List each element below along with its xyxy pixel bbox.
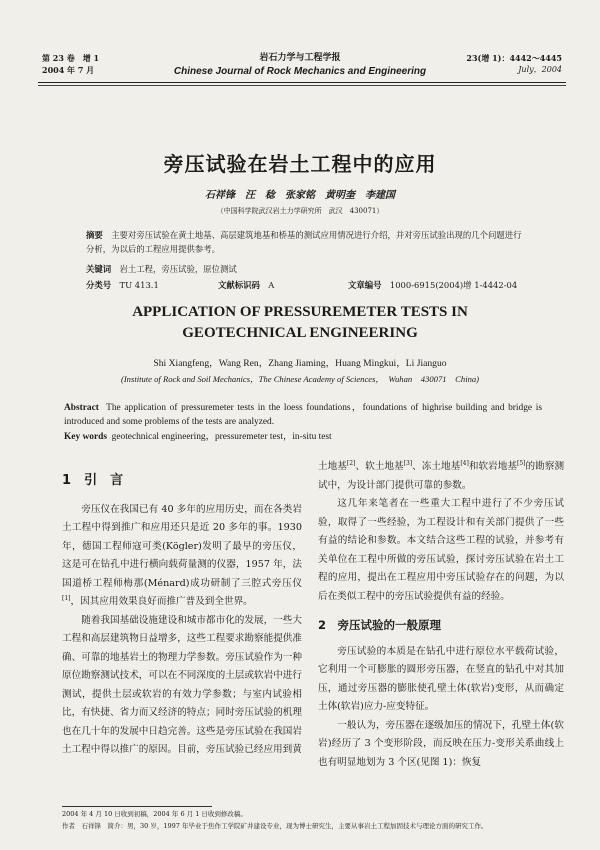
cont-text-2: 、软土地基 — [355, 461, 404, 472]
footnote-author: 作者 石祥锋 简介：男，30 岁，1997 年毕业于焦作工学院矿井建设专业，现为博士研究生，主要从事岩土工程加固技术与理论方面的研究工作。 — [62, 822, 488, 830]
article-no-label: 文章编号 — [348, 280, 382, 290]
ref-1: [1] — [62, 594, 71, 602]
affiliation-en: (Institute of Rock and Soil Mechanics，The Chinese Academy of Sciences， Wuhan 430071 China) — [120, 374, 480, 384]
journal-name-en: Chinese Journal of Rock Mechanics and Engineering — [173, 66, 427, 77]
abstract-en-label: Abstract — [64, 403, 99, 413]
keywords-cn-label: 关键词 — [86, 264, 112, 274]
cont-text-3: 、冻土地基 — [412, 461, 461, 472]
cont-text-4: 和软岩地基 — [468, 461, 518, 472]
journal-name-cn: 岩石力学与工程学报 — [259, 53, 341, 63]
abstract-cn-text: 主要对旁压试验在黄土地基、高层建筑地基和桥基的测试应用情况进行介绍，并对旁压试验出现的几个问题进行分析，为以后的工程应用提供参考。 — [86, 230, 522, 254]
article-no-value: 1000-6915(2004)增 1-4442-04 — [389, 280, 518, 290]
title-en-line1: APPLICATION OF PRESSUREMETER TESTS IN — [132, 304, 468, 320]
paper-title-cn: 旁压试验在岩土工程中的应用 — [163, 152, 437, 176]
section-1-number: 1 — [62, 473, 72, 488]
doc-code-value: A — [268, 280, 275, 290]
right-column — [318, 458, 564, 772]
page-range: 23(增 1)：4442～4445 — [466, 53, 562, 63]
publish-month: July，2004 — [518, 65, 562, 74]
cls-value: TU 413.1 — [119, 280, 159, 290]
cls-label: 分类号 — [86, 280, 112, 290]
abstract-cn-label: 摘要 — [86, 230, 103, 240]
title-en-line2: GEOTECHNICAL ENGINEERING — [182, 325, 418, 341]
abstract-cn — [86, 228, 526, 256]
left-column — [62, 468, 302, 760]
principle-paragraph-1: 旁压试验的本质是在钻孔中进行原位水平载荷试验，它利用一个可膨胀的圆形旁压器，在竖直的钻孔中对其加压，通过旁压器的膨胀使孔壁土体(软岩)变形，从而确定土体(软岩)应力-应变特征。 — [318, 645, 564, 712]
ref-3: [3] — [403, 459, 413, 467]
authors-cn: 石祥锋 汪 稔 张家铭 黄明奎 李建国 — [205, 190, 395, 201]
footnotes — [62, 808, 562, 832]
intro-paragraph-1 — [62, 501, 302, 612]
header-rule — [38, 82, 566, 83]
intro-p1-text-b: ，因其应用效果良好而推广普及到全世界。 — [70, 596, 253, 607]
intro-paragraph-3: 这几年来笔者在一些重大工程中进行了不少旁压试验，取得了一些经验，为工程设计和有关部门提供了一些有益的结论和参数。本文结合这些工程的试验，并参考有关单位在工程中所做的旁压试验，探讨旁压试验在岩土工程的应用，提出在工程应用中旁压试验存在的问题，为以后在类似工程中的旁压试验提供有益的经验。 — [318, 498, 564, 602]
abstract-en-text: The application of pressuremeter tests in the loess foundations，foundations of highrise building and bridge is introduced and some problems of the tests are analyzed. — [64, 403, 542, 427]
issue-date: 2004 年 7 月 — [42, 65, 95, 75]
affiliation-cn: （中国科学院武汉岩土力学研究所 武汉 430071） — [216, 207, 384, 215]
intro-p1-text-a: 旁压仪在我国已有 40 多年的应用历史，而在各类岩土工程中得到推广和应用还只是近 20 多年的事。1930 年，德国工程师寇可类(Kögler)发明了最早的旁压仪，这是可在钻孔中进行横向载荷量测的仪器，1957 年，法国道桥工程师梅那(Ménard)成功研制了三腔式旁压仪 — [62, 503, 302, 589]
section-2-heading — [318, 616, 564, 635]
page-range-info — [466, 52, 562, 76]
footnote-rule — [62, 806, 212, 807]
section-2-title: 旁压试验的一般原理 — [337, 618, 442, 632]
header-rule-thin — [38, 85, 566, 86]
ref-5: [5] — [517, 459, 526, 467]
keywords-en-label: Key words — [64, 432, 107, 442]
section-1-heading — [62, 472, 302, 491]
continued-paragraph — [318, 458, 564, 495]
keywords-cn-text: 岩土工程，旁压试验，原位测试 — [119, 264, 237, 274]
intro-paragraph-2: 随着我国基础设施建设和城市都市化的发展，一些大工程和高层建筑物日益增多，这些工程要求勘察能提供准确、可靠的地基岩土的物理力学参数。旁压试验作为一种原位勘察测试技术，可以在不同深度的土层或软岩中进行测试，提供土层或软岩的有效力学参数；与室内试验相比，有快捷、省力而又经济的特点；同时旁压试验的机理也在几十年的发展中日趋完善。这些是旁压试验在我国岩土工程中得以推广的原因。目前，旁压试验已经应用到黄 — [62, 614, 302, 755]
ref-2: [2] — [346, 459, 356, 467]
paper-title-en — [0, 302, 600, 344]
keywords-cn — [86, 262, 526, 276]
doc-code-label: 文献标识码 — [218, 280, 260, 290]
cont-text-1: 土地基 — [318, 461, 347, 472]
authors-en: Shi Xiangfeng，Wang Ren，Zhang Jiaming，Huang Mingkui，Li Jianguo — [153, 358, 447, 369]
keywords-en — [64, 431, 542, 445]
section-1-title: 引 言 — [84, 473, 124, 488]
cont-text-5: 的勘察测试中，为设计部门提供可靠的参数。 — [318, 461, 565, 491]
abstract-en — [64, 402, 542, 429]
volume-issue: 第 23 卷 增 1 — [42, 53, 100, 63]
principle-paragraph-2: 一般认为，旁压器在逐级加压的情况下，孔壁土体(软岩)经历了 3 个变形阶段，而反映在压力-变形关系曲线上也有明显地划为 3 个区(见图 1)：恢复 — [318, 719, 564, 768]
footnote-received: 2004 年 4 月 10 日收到初稿，2004 年 6 月 1 日收到修改稿。 — [62, 810, 247, 818]
ref-4: [4] — [460, 459, 469, 467]
section-2-number: 2 — [318, 618, 327, 632]
keywords-en-text: geotechnical engineering，pressuremeter test，in-situ test — [111, 432, 332, 442]
